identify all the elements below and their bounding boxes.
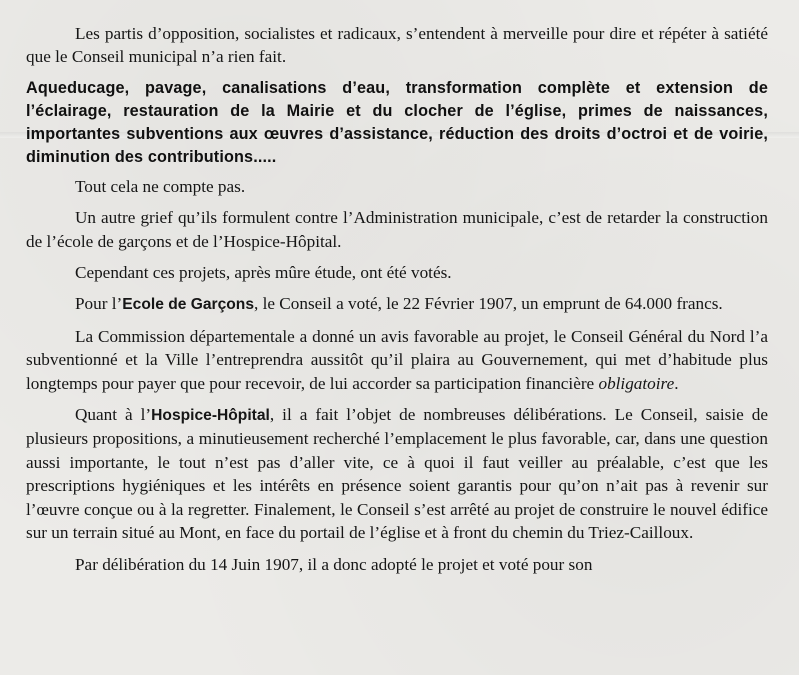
- document-body: [26, 22, 768, 584]
- paragraph-grief: Un autre grief qu’ils formulent contre l’Administration municipale, c’est de retarder la construction de l’école de garçons et de l’Hospice-Hôpital.: [26, 208, 768, 251]
- paragraph-ecole-before: Pour l’: [75, 294, 123, 314]
- paragraph-hospice: [26, 403, 768, 544]
- hospice-hopital-heading: Hospice-Hôpital: [151, 407, 270, 425]
- paragraph-commission-before: La Commission départementale a donné un avis favorable au projet, le Conseil Général du Nord l’a subventionné et la Ville l’entreprendra aussitôt qu’il plaira au Gouvernement, qui met d’habitude plus longtemps pour payer que pour recevoir, de lui accorder sa participation financière: [26, 326, 768, 393]
- paragraph-achievements: Aqueducage, pavage, canalisations d’eau, transformation complète et extension de l’éclairage, restauration de la Mairie et du clocher de l’église, primes de naissances, importantes subventions aux œuvres d’assistance, réduction des droits d’octroi et de voirie, diminution des contributions.....: [26, 78, 768, 166]
- obligatoire-italic: obligatoire: [598, 373, 675, 393]
- paragraph-ecole-after: , le Conseil a voté, le 22 Février 1907, un emprunt de 64.000 francs.: [254, 294, 723, 314]
- paragraph-cependant: Cependant ces projets, après mûre étude, ont été votés.: [75, 263, 452, 283]
- ecole-de-garcons-heading: Ecole de Garçons: [122, 296, 254, 314]
- paragraph-opposition: Les partis d’opposition, socialistes et radicaux, s’entendent à merveille pour dire et répéter à satiété que le Conseil municipal n’a rien fait.: [26, 24, 768, 67]
- paragraph-hospice-before: Quant à l’: [75, 405, 152, 425]
- paragraph-commission-after: .: [674, 373, 679, 393]
- paragraph-deliberation: Par délibération du 14 Juin 1907, il a donc adopté le projet et voté pour son: [75, 554, 593, 574]
- paragraph-commission: [26, 325, 768, 395]
- paragraph-ecole: [26, 292, 768, 316]
- paragraph-hospice-after: , il a fait l’objet de nombreuses délibérations. Le Conseil, saisie de plusieurs propositions, a minutieusement recherché l’emplacement le plus favorable, car, dans une question aussi importante, le tout n’est pas d’aller vite, ce à quoi il faut veiller au préalable, c’est que les prescriptions hygiéniques et les intérêts en présence soient garantis pour qu’on n’ait pas à revenir sur l’œuvre conçue ou à la regretter. Finalement, le Conseil s’est arrêté au projet de construire le nouvel édifice sur un terrain situé au Mont, en face du portail de l’église et à front du chemin du Triez-Cailloux.: [26, 405, 768, 543]
- paragraph-tout-cela: Tout cela ne compte pas.: [75, 176, 246, 196]
